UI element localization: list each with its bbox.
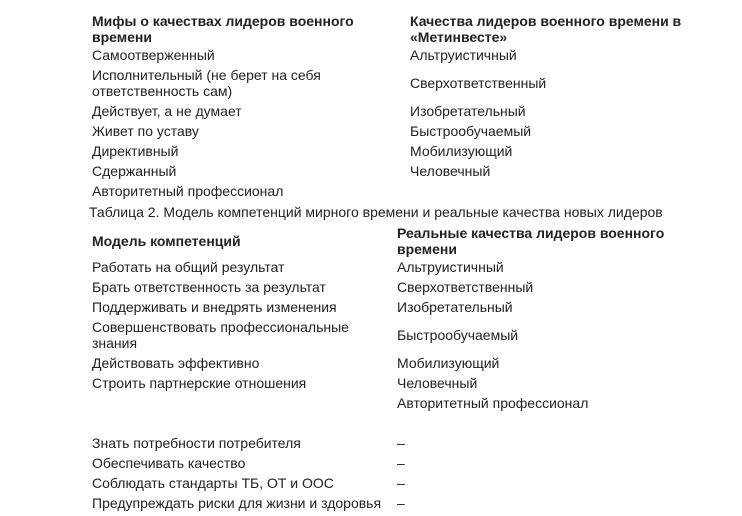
table-row [92, 393, 712, 413]
table-header-row [92, 225, 712, 257]
header-qualities: Качества лидеров военного времени в «Метинвесте» [410, 13, 682, 45]
competency-model-table [92, 225, 712, 513]
table-row [92, 277, 712, 297]
table-row [92, 121, 712, 141]
table-cell [92, 413, 397, 433]
table-cell: Самоотверженный [92, 47, 215, 63]
table-cell: Исполнительный (не берет на себя ответственность сам) [92, 67, 321, 99]
header-myths: Мифы о качествах лидеров военного времени [92, 13, 354, 45]
table-cell: Соблюдать стандарты ТБ, ОТ и ООС [92, 475, 334, 491]
table-cell: Быстрообучаемый [397, 327, 519, 343]
table-cell: – [397, 475, 405, 491]
table-row [92, 353, 712, 373]
table-cell [397, 413, 712, 433]
header-real-qualities: Реальные качества лидеров военного времени [397, 225, 665, 257]
table-cell: Сверхответственный [410, 75, 547, 91]
table-cell: Изобретательный [410, 103, 526, 119]
table-cell [410, 181, 712, 201]
table-cell: Мобилизующий [410, 143, 513, 159]
table-row [92, 373, 712, 393]
table-cell: Человечный [397, 375, 478, 391]
table-cell: Обеспечивать качество [92, 455, 246, 471]
table-row [92, 493, 712, 513]
table-cell: Совершенствовать профессиональные знания [92, 319, 349, 351]
table-cell: Знать потребности потребителя [92, 435, 301, 451]
table-cell: – [397, 455, 405, 471]
table-cell: – [397, 435, 405, 451]
table-row [92, 101, 712, 121]
table-cell: Действует, а не думает [92, 103, 242, 119]
table-cell: Авторитетный профессионал [397, 395, 589, 411]
table-cell [92, 393, 397, 413]
table-caption: Таблица 2. Модель компетенций мирного времени и реальные качества новых лидеров [89, 204, 663, 220]
table-cell: Поддерживать и внедрять изменения [92, 299, 337, 315]
table-row [92, 317, 712, 353]
table-cell: Предупреждать риски для жизни и здоровья [92, 495, 382, 511]
table-row [92, 161, 712, 181]
table-header-row [92, 13, 712, 45]
table-row [92, 181, 712, 201]
table-cell: Изобретательный [397, 299, 513, 315]
table-row [92, 453, 712, 473]
table-row [92, 433, 712, 453]
table-row [92, 413, 712, 433]
myths-vs-qualities-table [92, 13, 712, 201]
table-row [92, 141, 712, 161]
table-cell: Работать на общий результат [92, 259, 285, 275]
table-cell: Живет по уставу [92, 123, 199, 139]
table-row [92, 257, 712, 277]
table-cell: Быстрообучаемый [410, 123, 532, 139]
table-cell: Мобилизующий [397, 355, 500, 371]
table-cell: Альтруистичный [397, 259, 504, 275]
header-competency-model: Модель компетенций [92, 233, 241, 249]
table-cell: Директивный [92, 143, 179, 159]
table-row [92, 65, 712, 101]
table-cell: Человечный [410, 163, 491, 179]
table-row [92, 45, 712, 65]
table-cell: Действовать эффективно [92, 355, 260, 371]
table-cell: Сдержанный [92, 163, 177, 179]
table-cell: Авторитетный профессионал [92, 183, 284, 199]
table-cell: Сверхответственный [397, 279, 534, 295]
table-row [92, 473, 712, 493]
table-cell: – [397, 495, 405, 511]
table-cell: Брать ответственность за результат [92, 279, 326, 295]
table-row [92, 297, 712, 317]
table-cell: Строить партнерские отношения [92, 375, 307, 391]
table-cell: Альтруистичный [410, 47, 517, 63]
